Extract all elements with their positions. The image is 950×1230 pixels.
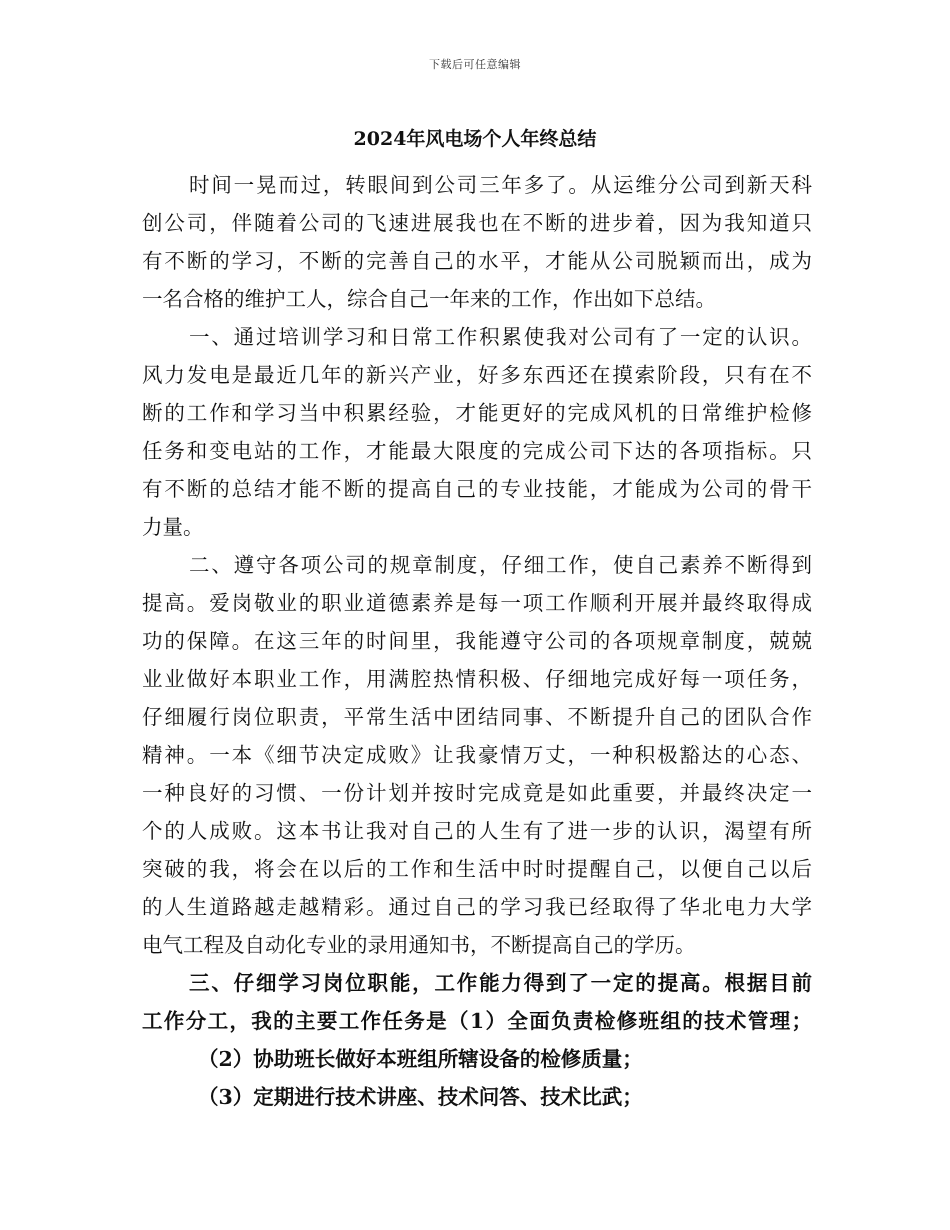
body-text-line: 一种良好的习惯、一份计划并按时完成竟是如此重要，并最终决定一 xyxy=(142,781,812,805)
body-text-line: 有不断的学习，不断的完善自己的水平，才能从公司脱颖而出，成为 xyxy=(142,249,812,273)
body-text-line: 风力发电是最近几年的新兴产业，好多东西还在摸索阶段，只有在不 xyxy=(142,363,812,387)
page-header-note: 下载后可任意编辑 xyxy=(429,58,521,71)
body-text-line: 突破的我，将会在以后的工作和生活中时时提醒自己，以便自己以后 xyxy=(142,857,812,881)
body-text-line: 的人生道路越走越精彩。通过自己的学习我已经取得了华北电力大学 xyxy=(142,895,812,919)
body-text-line: 电气工程及自动化专业的录用通知书，不断提高自己的学历。 xyxy=(142,933,696,957)
document-body xyxy=(142,166,812,1116)
body-text-line: 二、遵守各项公司的规章制度，仔细工作，使自己素养不断得到 xyxy=(189,553,812,577)
body-text-line: 创公司，伴随着公司的飞速进展我也在不断的进步着，因为我知道只 xyxy=(142,211,812,235)
body-text-line: 提高。爱岗敬业的职业道德素养是每一项工作顺利开展并最终取得成 xyxy=(142,591,812,615)
body-text-line: （2）协助班长做好本班组所辖设备的检修质量； xyxy=(198,1047,643,1071)
body-text-line: 时间一晃而过，转眼间到公司三年多了。从运维分公司到新天科 xyxy=(189,173,812,197)
document-title: 2024年风电场个人年终总结 xyxy=(353,128,597,150)
body-text-line: 一名合格的维护工人，综合自己一年来的工作，作出如下总结。 xyxy=(142,287,716,311)
body-text-line: 断的工作和学习当中积累经验，才能更好的完成风机的日常维护检修 xyxy=(142,401,812,425)
body-text-line: 有不断的总结才能不断的提高自己的专业技能，才能成为公司的骨干 xyxy=(142,477,812,501)
body-text-line: 业业做好本职业工作，用满腔热情积极、仔细地完成好每一项任务， xyxy=(142,667,812,691)
body-text-line: 任务和变电站的工作，才能最大限度的完成公司下达的各项指标。只 xyxy=(142,439,812,463)
body-text-line: 三、仔细学习岗位职能，工作能力得到了一定的提高。根据目前 xyxy=(189,971,812,995)
body-text-line: 力量。 xyxy=(142,515,204,539)
body-text-line: 精神。一本《细节决定成败》让我豪情万丈，一种积极豁达的心态、 xyxy=(142,743,812,767)
body-text-line: 功的保障。在这三年的时间里，我能遵守公司的各项规章制度，兢兢 xyxy=(142,629,812,653)
body-text-line: 个的人成败。这本书让我对自己的人生有了进一步的认识，渴望有所 xyxy=(142,819,812,843)
body-text-line: 一、通过培训学习和日常工作积累使我对公司有了一定的认识。 xyxy=(189,325,812,349)
body-text-line: （3）定期进行技术讲座、技术问答、技术比武； xyxy=(198,1085,643,1109)
body-text-line: 仔细履行岗位职责，平常生活中团结同事、不断提升自己的团队合作 xyxy=(142,705,812,729)
body-text-line: 工作分工，我的主要工作任务是（1）全面负责检修班组的技术管理； xyxy=(142,1009,812,1033)
